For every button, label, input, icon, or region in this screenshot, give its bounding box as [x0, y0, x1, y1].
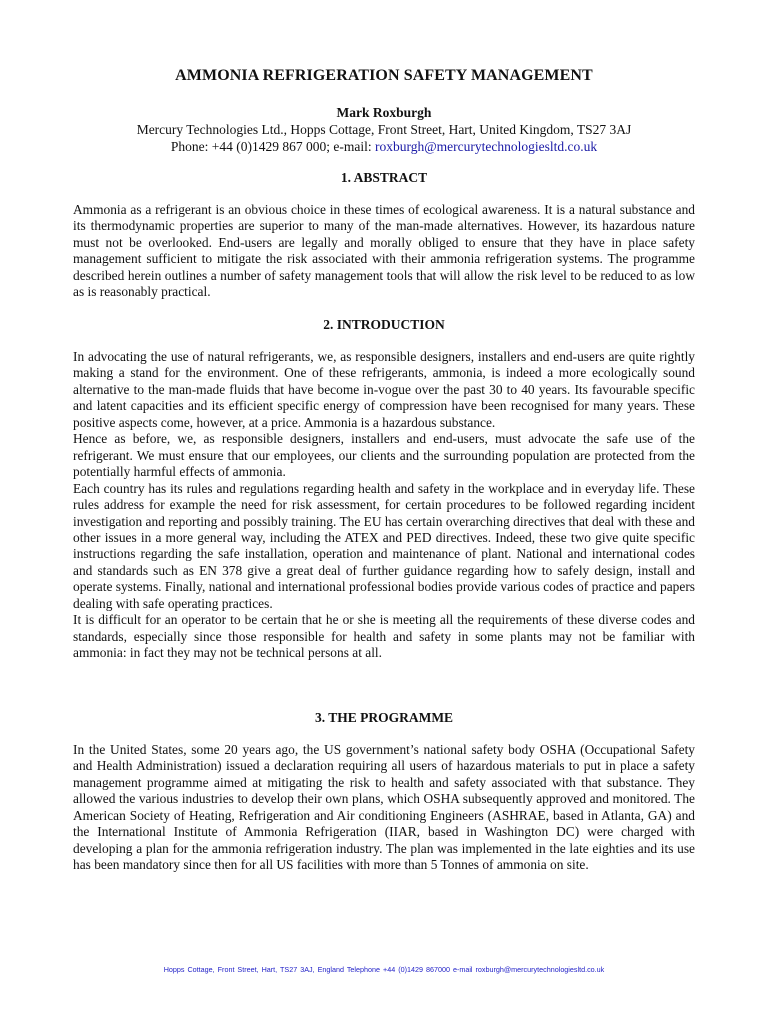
section-body-introduction: [73, 349, 695, 662]
section-heading-introduction: 2. INTRODUCTION: [323, 317, 445, 332]
paper-title: AMMONIA REFRIGERATION SAFETY MANAGEMENT: [175, 67, 593, 84]
author-affiliation-block: [73, 121, 695, 155]
paragraph: Hence as before, we, as responsible designers, installers and end-users, must advocate the safe use of the refrigerant. We must ensure that our employees, our clients and the surrounding population are protected from the potentially harmful effects of ammonia.: [73, 431, 695, 480]
section-body-abstract: [73, 202, 695, 301]
paragraph: Each country has its rules and regulations regarding health and safety in the workplace and in everyday life. These rules address for example the need for risk assessment, for certain procedures to be followed regarding incident investigation and reporting and possibly training. The EU has certain overarching directives that deal with these and other issues in a more general way, including the ATEX and PED directives. Indeed, these two give quite specific instructions regarding the safe installation, operation and maintenance of plant. National and international codes and standards such as EN 378 give a great deal of further guidance regarding how to safely design, install and operate systems. Finally, national and international professional bodies provide various codes of practice and papers dealing with safe operating practices.: [73, 480, 695, 611]
section-body-programme: [73, 742, 695, 874]
page-footer: Hopps Cottage, Front Street, Hart, TS27 3AJ, England Telephone +44 (0)1429 867000 e-mail roxburgh@mercurytechnologiesltd.co.uk: [163, 965, 605, 974]
phone-line: Phone: +44 (0)1429 867 000; e-mail:: [170, 139, 375, 154]
paragraph: It is difficult for an operator to be certain that he or she is meeting all the requirements of these diverse codes and standards, especially since those responsible for health and safety in some plants may not be familiar with ammonia: in fact they may not be technical persons at all.: [73, 612, 695, 661]
paragraph: In advocating the use of natural refrigerants, we, as responsible designers, installers and end-users are quite rightly making a stand for the environment. One of these refrigerants, ammonia, is indeed a more ecologically sound alternative to the man-made fluids that have become in-vogue over the past 30 to 40 years. Its favourable specific and latent capacities and its efficient specific energy of compression have been recognised for many years. These positive aspects come, however, at a price. Ammonia is a hazardous substance.: [73, 349, 695, 430]
affiliation-line: Mercury Technologies Ltd., Hopps Cottage, Front Street, Hart, United Kingdom, TS27 3AJ: [136, 122, 632, 137]
paragraph: Ammonia as a refrigerant is an obvious choice in these times of ecological awareness. It is a natural substance and its thermodynamic properties are superior to many of the man-made alternatives. However, its hazardous nature must not be overlooked. End-users are legally and morally obliged to ensure that they have in place safety management sufficient to mitigate the risk associated with their ammonia refrigeration systems. The programme described herein outlines a number of safety management tools that will allow the risk level to be reduced to as low as is reasonably practical.: [73, 202, 695, 300]
email-link[interactable]: roxburgh@mercurytechnologiesltd.co.uk: [374, 139, 598, 154]
section-heading-abstract: 1. ABSTRACT: [340, 170, 428, 185]
contact-line: [73, 138, 695, 155]
author-name: Mark Roxburgh: [336, 105, 432, 120]
section-heading-programme: 3. THE PROGRAMME: [314, 710, 454, 725]
paragraph: In the United States, some 20 years ago, the US government’s national safety body OSHA (Occupational Safety and Health Administration) issued a declaration requiring all users of hazardous materials to put in place a safety management programme aimed at mitigating the risk to health and safety associated with that substance. They allowed the various industries to develop their own plans, which OSHA subsequently approved and monitored. The American Society of Heating, Refrigeration and Air conditioning Engineers (ASHRAE, based in Atlanta, GA) and the International Institute of Ammonia Refrigeration (IIAR, based in Washington DC) were charged with developing a plan for the ammonia refrigeration industry. The plan was implemented in the late eighties and its use has been mandatory since then for all US facilities with more than 5 Tonnes of ammonia on site.: [73, 742, 695, 873]
